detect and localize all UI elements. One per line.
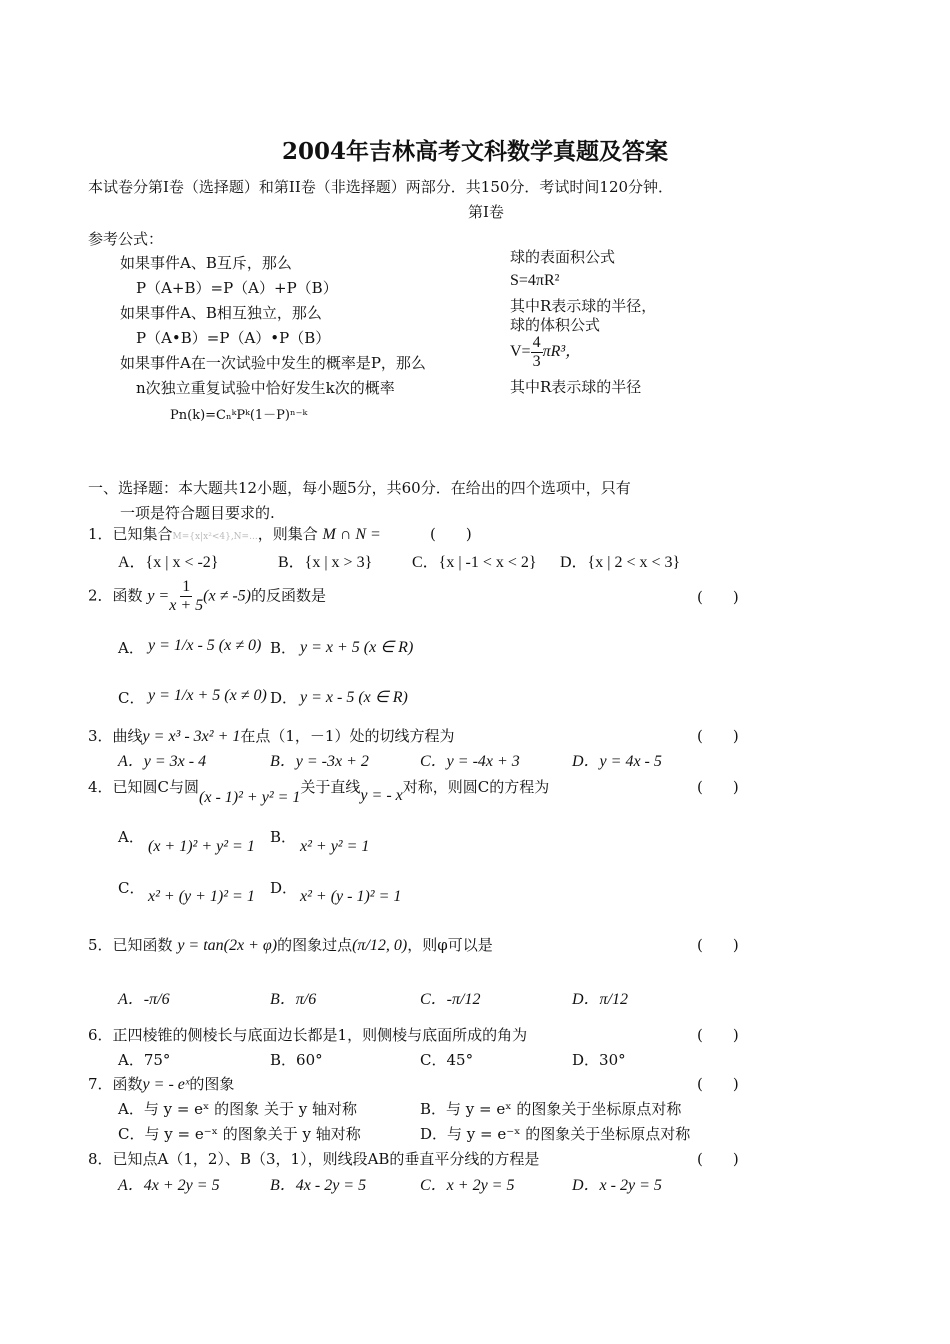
section-heading-cont: 一项是符合题目要求的. — [120, 504, 275, 522]
option-a: A．y = 3x - 4 — [118, 753, 207, 770]
text: πR³， — [542, 343, 582, 361]
formula-line: 如果事件A在一次试验中发生的概率是P，那么 — [120, 354, 426, 372]
option-a: A．-π/6 — [118, 991, 170, 1008]
den: 3 — [532, 353, 541, 370]
answer-blank: ( ) — [430, 525, 472, 543]
math: (x ≠ -5) — [203, 587, 252, 605]
option-b-label: B． — [270, 639, 297, 657]
math: y = - eˣ — [142, 1076, 190, 1093]
option-c: x² + (y + 1)² = 1 — [148, 888, 255, 905]
question-5 — [88, 934, 493, 955]
blurred-formula: M={x|x²<4},N=... — [172, 532, 258, 542]
option-a: A．4x + 2y = 5 — [118, 1177, 220, 1194]
formula-line: 球的表面积公式 — [510, 248, 616, 266]
question-8: 8．已知点A（1，2）、B（3，1），则线段AB的垂直平分线的方程是 — [88, 1150, 540, 1168]
option-a: A．75° — [118, 1051, 171, 1069]
answer-blank: ( ) — [697, 588, 739, 606]
stem: ，则集合 — [257, 525, 318, 543]
stem: 的反函数是 — [251, 586, 327, 605]
option-d: y = x - 5 (x ∈ R) — [300, 689, 408, 706]
option-b-label: B． — [270, 828, 297, 846]
answer-blank: ( ) — [697, 727, 739, 745]
num: 4 — [532, 334, 541, 351]
option-c: C．45° — [420, 1051, 474, 1069]
option-c: C．-π/12 — [420, 991, 481, 1008]
part-heading: 第Ⅰ卷 — [468, 203, 504, 221]
math: y = tan(2x + φ) — [177, 937, 278, 954]
option-a: A．{x | x < -2} — [118, 554, 219, 571]
option-b: B．4x - 2y = 5 — [270, 1177, 367, 1194]
answer-blank: ( ) — [697, 1026, 739, 1044]
num: 1 — [182, 578, 191, 595]
question-3 — [88, 725, 454, 746]
option-a: y = 1/x - 5 (x ≠ 0) — [148, 637, 262, 654]
option-a: (x + 1)² + y² = 1 — [148, 838, 255, 855]
stem: 4．已知圆C与圆 — [88, 778, 200, 796]
stem: 1．已知集合 — [88, 525, 173, 543]
intro: 本试卷分第Ⅰ卷（选择题）和第II卷（非选择题）两部分．共150分．考试时间120分钟． — [88, 178, 674, 196]
option-a-label: A． — [118, 639, 144, 657]
fraction — [169, 578, 203, 615]
formula-line: n次独立重复试验中恰好发生k次的概率 — [136, 379, 395, 397]
option-d: D．30° — [572, 1051, 626, 1069]
fraction — [531, 334, 543, 371]
stem: 3．曲线 — [88, 727, 143, 745]
option-d: D．与 y = e⁻ˣ 的图象关于坐标原点对称 — [420, 1125, 691, 1143]
question-2 — [88, 578, 326, 615]
stem: 在点（1，－1）处的切线方程为 — [240, 727, 455, 745]
option-c-label: C． — [118, 689, 145, 707]
option-b: B．60° — [270, 1051, 323, 1069]
page-title: 2004年吉林高考文科数学真题及答案 — [281, 138, 668, 165]
option-d-label: D． — [270, 689, 298, 707]
formula-line: 如果事件A、B相互独立，那么 — [120, 304, 322, 322]
option-d: D．y = 4x - 5 — [572, 753, 662, 770]
option-d: D．{x | 2 < x < 3} — [560, 554, 681, 571]
stem: 的图象过点 — [277, 936, 353, 954]
formula-line: 球的体积公式 — [510, 316, 601, 334]
stem: 对称，则圆C的方程为 — [402, 778, 550, 796]
option-b: x² + y² = 1 — [300, 838, 370, 855]
option-d: D．π/12 — [572, 991, 629, 1008]
stem: 的图象 — [189, 1075, 235, 1093]
answer-blank: ( ) — [697, 1150, 739, 1168]
math: (x - 1)² + y² = 1 — [199, 789, 301, 806]
option-b: B．π/6 — [270, 991, 317, 1008]
option-c: C．{x | -1 < x < 2} — [412, 554, 537, 571]
option-b: B．与 y = eˣ 的图象关于坐标原点对称 — [420, 1100, 682, 1118]
math: y = — [147, 587, 170, 605]
volume-formula — [510, 334, 581, 371]
formula-line: 其中R表示球的半径， — [510, 297, 657, 315]
math: M ∩ N = — [322, 526, 381, 543]
stem: 5．已知函数 — [88, 936, 173, 954]
formula-line: P（A•B）=P（A）•P（B） — [136, 329, 331, 347]
stem: ，则φ可以是 — [407, 936, 493, 954]
option-a: A．与 y = eˣ 的图象 关于 y 轴对称 — [118, 1100, 357, 1118]
option-a-label: A． — [118, 828, 144, 846]
option-b: y = x + 5 (x ∈ R) — [300, 639, 414, 656]
section-heading: 一、选择题：本大题共12小题，每小题5分，共60分．在给出的四个选项中，只有 — [88, 479, 631, 497]
option-b: B．{x | x > 3} — [278, 554, 373, 571]
formula-line: 如果事件A、B互斥，那么 — [120, 254, 292, 272]
answer-blank: ( ) — [697, 1075, 739, 1093]
text: V= — [510, 343, 531, 361]
option-c: y = 1/x + 5 (x ≠ 0) — [148, 687, 267, 704]
option-d: x² + (y - 1)² = 1 — [300, 888, 402, 905]
math: y = - x — [360, 787, 403, 804]
option-d-label: D． — [270, 879, 298, 897]
stem: 2．函数 — [88, 586, 143, 605]
den: x + 5 — [169, 597, 204, 614]
option-d: D．x - 2y = 5 — [572, 1177, 662, 1194]
formula-line: S=4πR² — [510, 272, 560, 289]
formula-line: P（A+B）=P（A）+P（B） — [136, 279, 338, 297]
stem: 7．函数 — [88, 1075, 143, 1093]
question-7 — [88, 1073, 234, 1094]
formula-line: Pn(k)=CₙᵏPᵏ(1－P)ⁿ⁻ᵏ — [170, 408, 308, 423]
option-c-label: C． — [118, 879, 145, 897]
question-4 — [88, 776, 550, 806]
question-1 — [88, 523, 381, 544]
formula-heading: 参考公式： — [88, 230, 164, 248]
option-c: C．x + 2y = 5 — [420, 1177, 515, 1194]
stem: 关于直线 — [300, 778, 361, 796]
option-b: B．y = -3x + 2 — [270, 753, 369, 770]
formula-line: 其中R表示球的半径 — [510, 378, 642, 396]
math: (π/12, 0) — [352, 937, 408, 954]
option-c: C．与 y = e⁻ˣ 的图象关于 y 轴对称 — [118, 1125, 361, 1143]
question-6: 6．正四棱锥的侧棱长与底面边长都是1，则侧棱与底面所成的角为 — [88, 1026, 528, 1044]
answer-blank: ( ) — [697, 778, 739, 796]
math: y = x³ - 3x² + 1 — [142, 728, 241, 745]
option-c: C．y = -4x + 3 — [420, 753, 520, 770]
answer-blank: ( ) — [697, 936, 739, 954]
